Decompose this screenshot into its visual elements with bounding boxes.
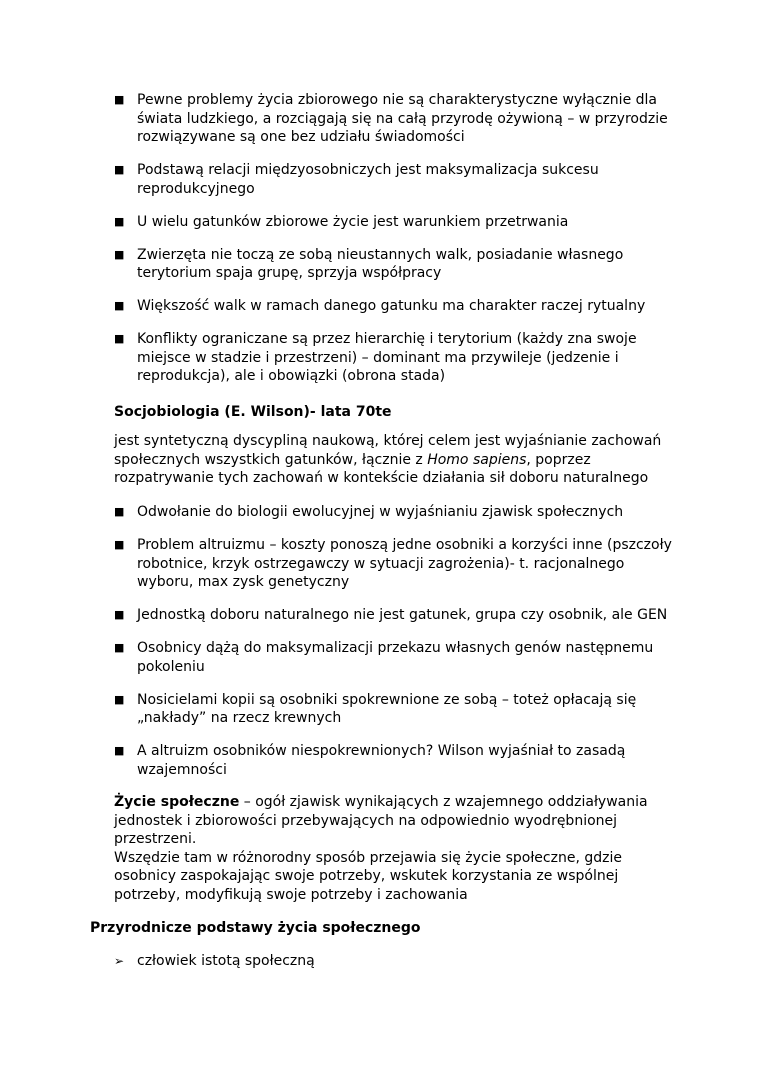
list-item-text: A altruizm osobników niespokrewnionych? Wilson wyjaśniał to zasadą wzajemności <box>137 743 626 778</box>
square-bullet-icon: ■ <box>114 744 125 757</box>
list-item <box>114 213 677 232</box>
list-item <box>114 606 677 625</box>
list-item-text: Nosicielami kopii są osobniki spokrewnione ze sobą – toteż opłacają się „nakłady” na rzecz krewnych <box>137 691 637 726</box>
social-life-definition-line <box>114 793 674 849</box>
list-item-text: Odwołanie do biologii ewolucyjnej w wyjaśnianiu zjawisk społecznych <box>137 504 624 520</box>
sociobiology-definition <box>114 432 674 488</box>
list-item <box>114 246 677 283</box>
social-life-term: Życie społeczne <box>114 794 240 810</box>
square-bullet-icon: ■ <box>114 163 125 176</box>
intro-bullet-list <box>0 91 677 400</box>
square-bullet-icon: ■ <box>114 692 125 706</box>
list-item-text: Zwierzęta nie toczą ze sobą nieustannych walk, posiadanie własnego terytorium spaja grupę, sprzyja współpracy <box>137 246 624 281</box>
sociobiology-heading: Socjobiologia (E. Wilson)- lata 70te <box>114 404 392 420</box>
list-item <box>114 742 677 779</box>
sociobiology-bullet-list <box>0 503 677 794</box>
arrow-bullet-icon: ➢ <box>114 954 125 968</box>
social-life-paragraph: Wszędzie tam w różnorodny sposób przejawia się życie społeczne, gdzie osobnicy zaspokajając swoje potrzeby, wskutek korzystania ze wspólnej potrzeby, modyfikują swoje potrzeby i zachowania <box>114 849 622 903</box>
social-life-definition-text: – ogół zjawisk wynikających z wzajemnego oddziaływania jednostek i zbiorowości przebywających na odpowiednio wyodrębnionej przestrzeni. <box>114 794 648 847</box>
social-life-definition <box>114 793 674 904</box>
list-item <box>114 536 677 592</box>
square-bullet-icon: ■ <box>114 214 125 228</box>
list-item-text: Konflikty ograniczane są przez hierarchię i terytorium (każdy zna swoje miejsce w stadzie i przestrzeni) – dominant ma przywileje (jedzenie i reprodukcja), ale i obowiązki (obrona stada) <box>137 331 637 384</box>
list-item <box>114 952 315 971</box>
definition-text-end: , poprzez rozpatrywanie tych zachowań w kontekście działania sił doboru naturalnego <box>114 451 649 486</box>
list-item <box>114 297 677 316</box>
square-bullet-icon: ■ <box>114 641 125 654</box>
square-bullet-icon: ■ <box>114 608 125 621</box>
list-item-text: Większość walk w ramach danego gatunku ma charakter raczej rytualny <box>137 298 646 314</box>
list-item <box>114 691 677 728</box>
species-name: Homo sapiens <box>427 451 527 468</box>
square-bullet-icon: ■ <box>114 247 125 261</box>
list-item-text: Pewne problemy życia zbiorowego nie są charakterystyczne wyłącznie dla świata ludzkiego, a rozciągają się na całą przyrodę ożywioną – w przyrodzie rozwiązywane są one bez udziału świadomości <box>137 92 668 145</box>
list-item <box>114 639 677 676</box>
list-item <box>114 330 677 386</box>
square-bullet-icon: ■ <box>114 538 125 551</box>
list-item-text: Podstawą relacji międzyosobniczych jest maksymalizacja sukcesu reprodukcyjnego <box>137 162 599 197</box>
list-item-text: Problem altruizmu – koszty ponoszą jedne osobniki a korzyści inne (pszczoły robotnice, krzyk ostrzegawczy w sytuacji zagrożenia)- t. racjonalnego wyboru, max zysk genetyczny <box>137 537 672 590</box>
list-item-text: człowiek istotą społeczną <box>137 953 315 969</box>
nature-section-heading: Przyrodnicze podstawy życia społecznego <box>90 920 421 936</box>
square-bullet-icon: ■ <box>114 505 125 518</box>
square-bullet-icon: ■ <box>114 93 125 106</box>
square-bullet-icon: ■ <box>114 299 125 312</box>
definition-text-start: jest syntetyczną dyscypliną naukową, której celem jest wyjaśnianie zachowań społecznych wszystkich gatunków, łącznie z <box>114 433 662 468</box>
list-item-text: Osobnicy dążą do maksymalizacji przekazu własnych genów następnemu pokoleniu <box>137 640 654 675</box>
list-item-text: U wielu gatunków zbiorowe życie jest warunkiem przetrwania <box>137 213 569 230</box>
square-bullet-icon: ■ <box>114 332 125 345</box>
list-item <box>114 161 677 198</box>
list-item-text: Jednostką doboru naturalnego nie jest gatunek, grupa czy osobnik, ale GEN <box>137 607 668 623</box>
list-item <box>114 91 677 147</box>
list-item <box>114 503 677 522</box>
